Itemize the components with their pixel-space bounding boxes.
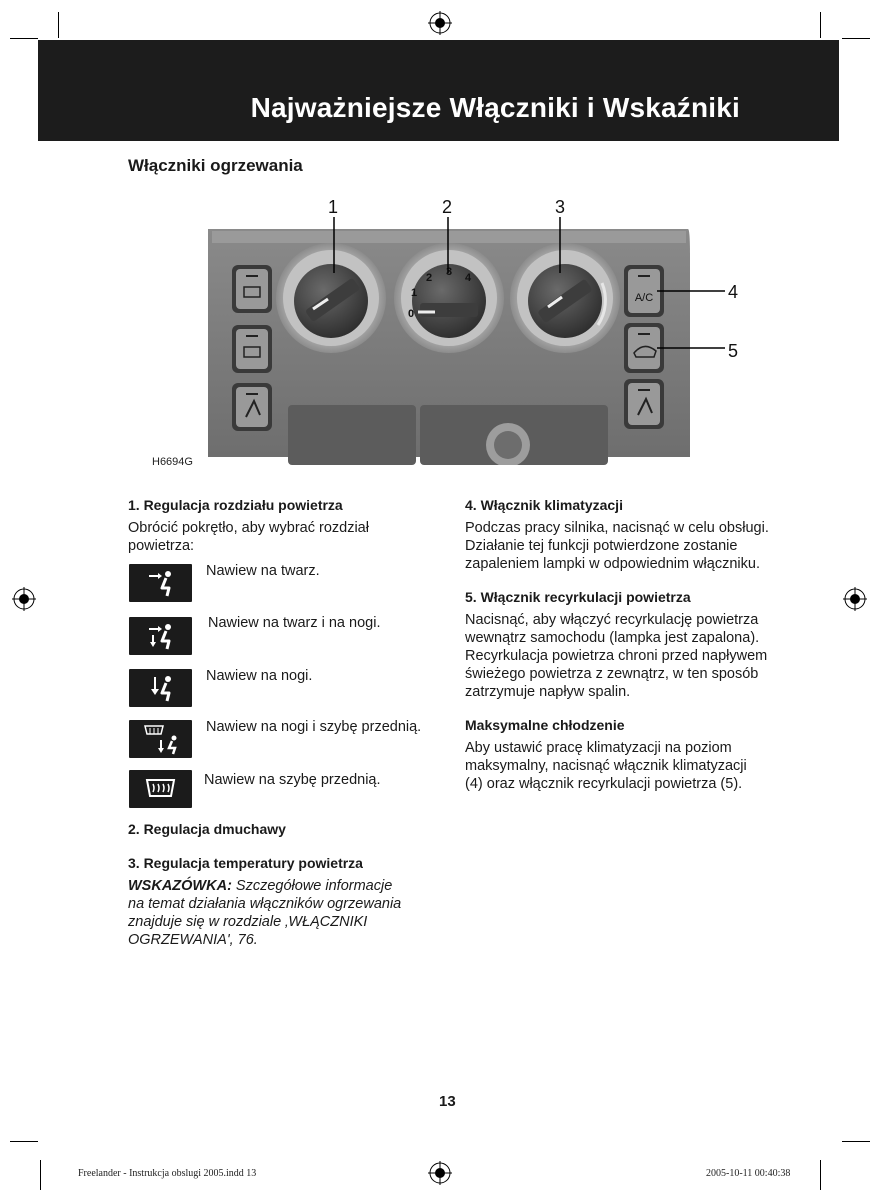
item1-intro-line: Obrócić pokrętło, aby wybrać rozdział <box>128 520 369 536</box>
note-text: znajduje się w rozdziale ‚WŁĄCZNIKI <box>128 914 368 930</box>
left-column-lower <box>128 820 438 949</box>
left-column <box>128 496 428 555</box>
section-title: Włączniki ogrzewania <box>128 156 303 175</box>
item5-text: świeżego powietrza z zewnątrz, w ten sposób <box>465 666 759 682</box>
footer-file: Freelander - Instrukcja obslugi 2005.indd 13 <box>78 1168 257 1179</box>
item3-note <box>128 877 438 895</box>
registration-mark-icon <box>428 11 452 35</box>
note-text: Szczegółowe informacje <box>231 878 393 894</box>
header-bar <box>38 40 839 141</box>
item2-heading: 2. Regulacja dmuchawy <box>128 821 286 837</box>
fan-3-label: 3 <box>446 266 453 278</box>
climate-panel-illustration <box>150 195 750 465</box>
item4-text: Podczas pracy silnika, nacisnąć w celu obsługi. <box>465 520 769 536</box>
note-label: WSKAZÓWKA: <box>128 878 232 894</box>
note-text: OGRZEWANIA', 76. <box>128 932 258 948</box>
callout-1: 1 <box>328 197 339 217</box>
callout-4: 4 <box>728 282 739 302</box>
crop-mark <box>820 1160 821 1190</box>
ac-label: A/C <box>634 292 654 304</box>
fan-4-label: 4 <box>465 272 472 284</box>
fan-2-label: 2 <box>426 272 433 284</box>
item5-text: wewnątrz samochodu (lampka jest zapalona). <box>465 630 760 646</box>
crop-mark <box>10 1141 38 1142</box>
item1-heading: 1. Regulacja rozdziału powietrza <box>128 497 343 513</box>
vent-label-face: Nawiew na twarz. <box>206 563 320 579</box>
item5-heading: 5. Włącznik recyrkulacji powietrza <box>465 589 691 605</box>
registration-mark-icon <box>428 1161 452 1185</box>
registration-mark-icon <box>12 587 36 611</box>
crop-mark <box>58 12 59 38</box>
figure-code: H6694G <box>152 456 193 468</box>
item4-heading: 4. Włącznik klimatyzacji <box>465 497 623 513</box>
fan-0-label: 0 <box>408 308 415 320</box>
crop-mark <box>820 12 821 38</box>
item5-text: zatrzymuje napływ spalin. <box>465 684 631 700</box>
max-cooling-text: (4) oraz włącznik recyrkulacji powietrza (5). <box>465 776 743 792</box>
crop-mark <box>842 38 870 39</box>
crop-mark <box>842 1141 870 1142</box>
item4-text: Działanie tej funkcji potwierdzone zostanie <box>465 538 738 554</box>
windscreen-vent-icon <box>129 770 192 808</box>
max-cooling-text: maksymalny, nacisnąć włącznik klimatyzacji <box>465 758 747 774</box>
item4-text: zapaleniem lampki w odpowiednim włączniku. <box>465 556 760 572</box>
vent-label-feet-windscreen: Nawiew na nogi i szybę przednią. <box>206 719 422 735</box>
max-cooling-heading: Maksymalne chłodzenie <box>465 717 625 733</box>
callout-2: 2 <box>442 197 453 217</box>
vent-label-feet: Nawiew na nogi. <box>206 668 313 684</box>
face-feet-vent-icon <box>129 617 192 655</box>
footer-timestamp: 2005-10-11 00:40:38 <box>706 1168 791 1179</box>
vent-label-windscreen: Nawiew na szybę przednią. <box>204 772 381 788</box>
item5-text: Nacisnąć, aby włączyć recyrkulację powietrza <box>465 612 759 628</box>
page-number: 13 <box>439 1093 456 1110</box>
vent-label-face-feet: Nawiew na twarz i na nogi. <box>208 615 381 631</box>
note-text: na temat działania włączników ogrzewania <box>128 896 402 912</box>
callout-3: 3 <box>555 197 566 217</box>
crop-mark <box>10 38 38 39</box>
crop-mark <box>40 1160 41 1190</box>
callout-5: 5 <box>728 341 739 361</box>
fan-1-label: 1 <box>411 287 418 299</box>
max-cooling-text: Aby ustawić pracę klimatyzacji na poziom <box>465 740 732 756</box>
feet-vent-icon <box>129 669 192 707</box>
item1-intro-line: powietrza: <box>128 538 195 554</box>
right-column <box>465 496 805 793</box>
face-vent-icon <box>129 564 192 602</box>
item3-heading: 3. Regulacja temperatury powietrza <box>128 855 363 871</box>
page-title: Najważniejsze Włączniki i Wskaźniki <box>250 92 740 123</box>
item5-text: Recyrkulacja powietrza chroni przed napływem <box>465 648 768 664</box>
registration-mark-icon <box>843 587 867 611</box>
feet-windscreen-vent-icon <box>129 720 192 758</box>
